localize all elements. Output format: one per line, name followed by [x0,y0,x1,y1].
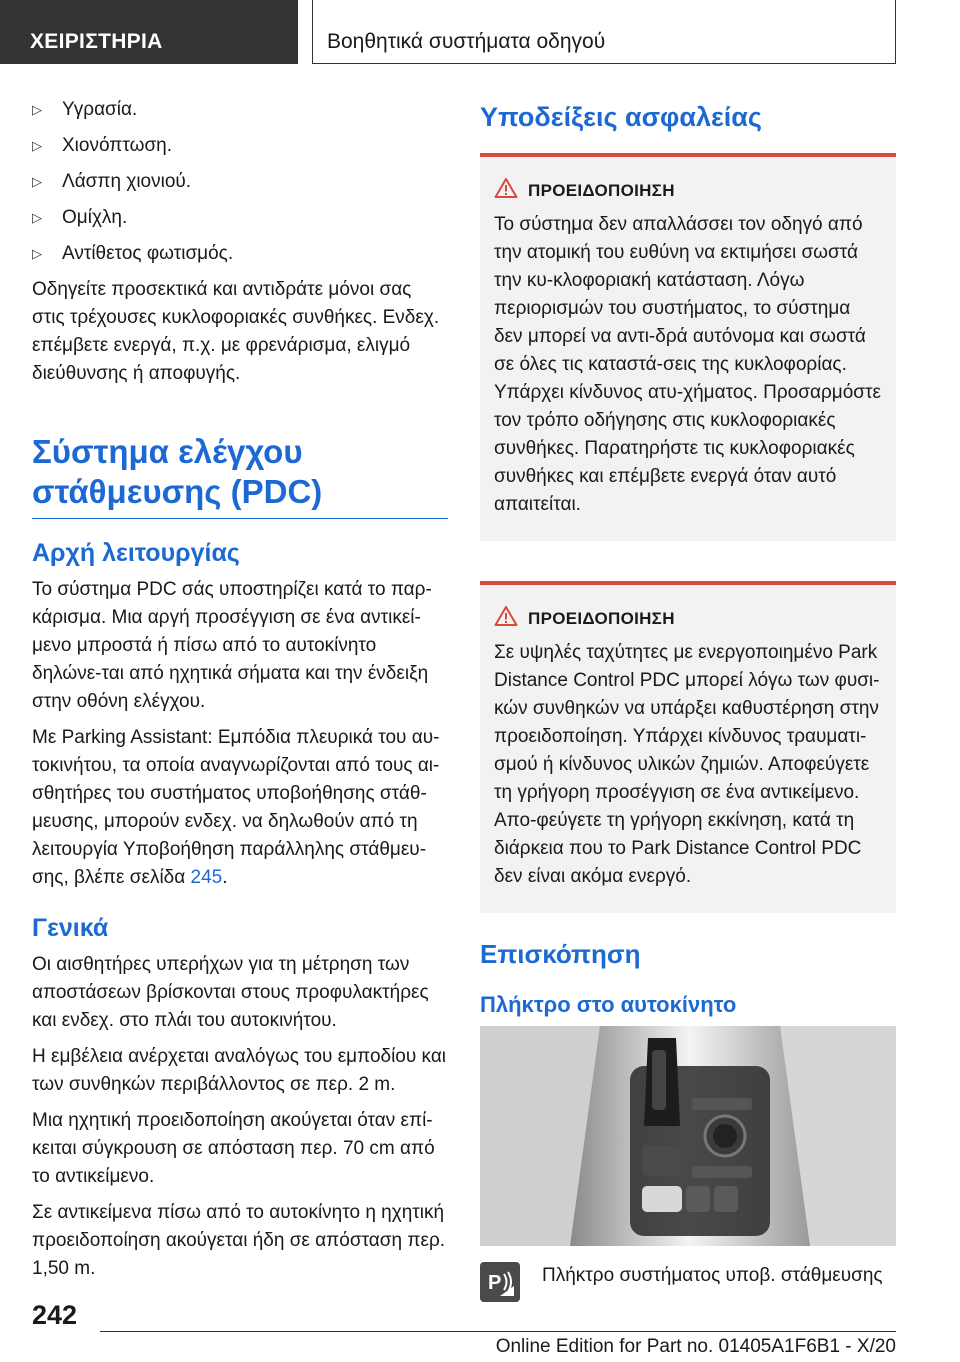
safety-heading: Υποδείξεις ασφαλείας [480,102,762,132]
header-section-tab: ΧΕΙΡΙΣΤΗΡΙΑ [0,0,298,64]
center-console-photo [480,1026,896,1246]
button-heading: Πλήκτρο στο αυτοκίνητο [480,992,737,1017]
triangle-bullet-icon: ▷ [32,102,42,117]
general-paragraph-4: Σε αντικείμενα πίσω από το αυτοκίνητο η ηχητική προειδοποίηση ακούγεται ήδη σε απόσταση περ. 1,50 m. [32,1202,446,1279]
header-chapter-title: Βοηθητικά συστήματα οδηγού [312,0,896,64]
principle-paragraph-2: Με Parking Assistant: Εμπόδια πλευρικά του αυ-τοκινήτου, τα οποία αναγνωρίζονται από τους αι-σθητήρες του συστήματος υποβοήθησης στάθ-μευσης, μπορούν ενδεχ. να δηλωθούν από τη λειτουργία Υποβοήθηση παράλληλης στάθμευ-σης, βλέπε σελίδα 245. [32,727,440,888]
warning-triangle-icon [494,605,518,627]
list-item: ▷ Ομίχλη. [32,204,448,232]
warning-text: Το σύστημα δεν απαλλάσσει τον οδηγό από την ατομική του ευθύνη να εκτιμήσει σωστά την κυ-κλοφοριακή κατάσταση. Λόγω περιορισμών του συστήματος, το σύστημα δεν μπορεί να αντι-δρά αυτόνομα και σωστά σε όλες τις καταστά-σεις της κυκλοφορίας. Υπάρχει κίνδυνος ατυ-χήματος. Προσαρμόστε τον τρόπο οδήγησης στις κυκλοφοριακές συνθήκες. Παρατηρήστε τις κυκλοφοριακές συνθήκες και επέμβετε ενεργά όταν αυτό απαιτείται. [494,214,881,515]
parking-assist-button-icon [480,1262,520,1302]
page-number: 242 [32,1300,78,1330]
pdc-caption: Πλήκτρο συστήματος υποβ. στάθμευσης [542,1265,883,1286]
warning-text: Σε υψηλές ταχύτητες με ενεργοποιημένο Park Distance Control PDC μπορεί λόγω των φυσι-κών συνθηκών να υπάρξει καθυστέρηση στην προειδοποίηση. Υπάρχει κίνδυνος τραυματι-σμού ή κίνδυνος υλικών ζημιών. Αποφεύγετε τη γρήγορη προσέγγιση σε ένα αντικείμενο. Απο-φεύγετε τη γρήγορη εκκίνηση, κατά τη διάρκεια που το Park Distance Control PDC δεν είναι ακόμα ενεργό. [494,642,880,887]
warning-title: ΠΡΟΕΙΔΟΠΟΙΗΣΗ [528,181,882,201]
warning-triangle-icon [494,177,518,199]
general-paragraph-2: Η εμβέλεια ανέρχεται αναλόγως του εμποδίου και των συνθηκών περιβάλλοντος σε περ. 2 m. [32,1046,447,1095]
warning-box-2 [480,585,896,913]
warning-title: ΠΡΟΕΙΔΟΠΟΙΗΣΗ [528,609,882,629]
triangle-bullet-icon: ▷ [32,210,42,225]
warning-box-1 [480,157,896,541]
general-paragraph-1: Οι αισθητήρες υπερήχων για τη μέτρηση των αποστάσεων βρίσκονται στους προφυλακτήρες και ενδεχ. στο πλάι του αυτοκινήτου. [32,954,429,1031]
pdc-title: Σύστημα ελέγχου στάθμευσης (PDC) [32,433,323,510]
general-paragraph-3: Μια ηχητική προειδοποίηση ακούγεται όταν επί-κειται σύγκρουση σε απόσταση περ. 70 cm από το αντικείμενο. [32,1110,435,1187]
pdc-button-legend [480,1262,896,1302]
overview-heading: Επισκόπηση [480,939,641,969]
triangle-bullet-icon: ▷ [32,138,42,153]
svg-text:P: P [488,1272,502,1294]
triangle-bullet-icon: ▷ [32,246,42,261]
principle-heading: Αρχή λειτουργίας [32,539,240,567]
right-column [480,96,896,1302]
condition-list [32,96,448,268]
list-item: ▷ Υγρασία. [32,96,448,124]
footer-divider [100,1331,896,1332]
title-divider [32,518,448,519]
intro-paragraph: Οδηγείτε προσεκτικά και αντιδράτε μόνοι σας στις τρέχουσες κυκλοφοριακές συνθήκες. Ενδεχ. επέμβετε ενεργά, π.χ. με φρενάρισμα, ελιγμό διεύθυνσης ή αποφυγής. [32,279,440,384]
triangle-bullet-icon: ▷ [32,174,42,189]
edition-text: Online Edition for Part no. 01405A1F6B1 - X/20 [495,1336,896,1357]
left-column [32,96,448,1291]
list-item: ▷ Χιονόπτωση. [32,132,448,160]
page-link-245[interactable]: 245 [190,867,223,888]
list-item: ▷ Αντίθετος φωτισμός. [32,240,448,268]
general-heading: Γενικά [32,914,109,942]
list-item: ▷ Λάσπη χιονιού. [32,168,448,196]
principle-paragraph-1: Το σύστημα PDC σάς υποστηρίζει κατά το παρ-κάρισμα. Μια αργή προσέγγιση σε ένα αντικεί-μενο μπροστά ή πίσω από το αυτοκίνητο δηλώνε-ται από ηχητικά σήματα και την ένδειξη στην οθόνη ελέγχου. [32,579,432,712]
